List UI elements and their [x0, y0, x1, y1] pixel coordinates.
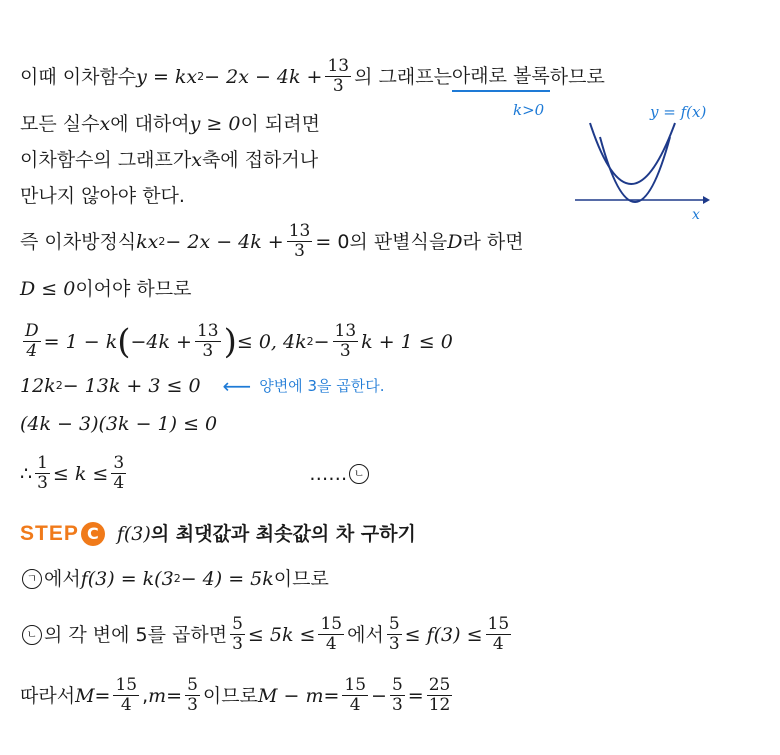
step-label: STEP	[20, 522, 79, 545]
math: (4k − 3)(3k − 1) ≤ 0	[20, 413, 218, 435]
math: M − m	[257, 684, 324, 707]
math: −4k +	[130, 330, 192, 353]
denominator: 3	[37, 473, 48, 493]
fraction	[318, 615, 344, 654]
superscript: 2	[197, 69, 205, 83]
math: −	[371, 684, 387, 707]
text: 에서	[347, 623, 384, 646]
fraction	[287, 222, 313, 261]
line-6	[20, 275, 192, 303]
condition-label: k>0	[513, 101, 545, 119]
math: = 1 − k	[43, 330, 118, 353]
line-11	[20, 565, 329, 593]
left-arrow-icon: ⟵	[222, 374, 252, 398]
fraction	[390, 676, 405, 715]
math: D ≤ 0	[20, 278, 76, 300]
fraction	[185, 676, 200, 715]
denominator: 4	[26, 341, 38, 361]
text: 모든 실수	[20, 113, 100, 135]
line-9	[20, 410, 217, 438]
math: ≤ 5k ≤	[247, 623, 316, 646]
numerator: 15	[320, 614, 343, 634]
numerator: 13	[327, 56, 350, 76]
line-7	[20, 322, 453, 361]
text: 이때 이차함수	[20, 65, 137, 88]
denominator: 4	[325, 634, 337, 654]
math: m	[148, 684, 167, 707]
step-heading	[20, 520, 416, 548]
math: =	[94, 684, 111, 707]
superscript: 2	[158, 234, 166, 248]
math: y ≥ 0	[189, 113, 241, 135]
math: −	[313, 330, 330, 353]
numerator: 1	[37, 453, 48, 473]
therefore-symbol: ∴	[20, 462, 33, 485]
note-text: 양변에 3을 곱한다.	[259, 377, 385, 395]
text: 의 그래프는	[354, 65, 452, 88]
denominator: 4	[349, 695, 361, 715]
text: 만나지 않아야 한다.	[20, 185, 185, 207]
text: = 0의 판별식을	[315, 230, 448, 253]
fraction	[35, 454, 50, 493]
math: − 2x − 4k +	[165, 230, 284, 253]
math: − 2x − 4k +	[204, 65, 323, 88]
math: − 13k + 3 ≤ 0	[62, 375, 201, 397]
math: ≤ k ≤	[52, 462, 109, 485]
open-paren: (	[117, 321, 131, 362]
math: 12k	[20, 375, 56, 397]
math: y = kx	[136, 65, 198, 88]
denominator: 3	[391, 695, 403, 715]
math: x	[191, 149, 202, 171]
math: f(3)	[116, 523, 151, 545]
numerator: 25	[428, 675, 451, 695]
step-letter-badge: C	[81, 522, 105, 546]
numerator: 5	[232, 614, 243, 634]
denominator: 4	[492, 634, 504, 654]
denominator: 3	[294, 241, 305, 261]
text: 이므로	[202, 684, 258, 707]
fraction	[23, 322, 41, 361]
fraction	[325, 57, 351, 96]
text: 의 각 변에 5를 곱하면	[44, 623, 228, 646]
fraction	[111, 454, 126, 493]
fraction	[333, 322, 359, 361]
math: kx	[136, 230, 159, 253]
underlined-text: 아래로 볼록	[452, 62, 550, 92]
denominator: 4	[120, 695, 132, 715]
text: 에 대하여	[110, 113, 190, 135]
math: ≤ f(3) ≤	[404, 623, 483, 646]
function-label: y = f(x)	[650, 103, 707, 121]
superscript: 2	[173, 572, 181, 585]
numerator: 13	[288, 221, 311, 241]
numerator: 15	[487, 614, 510, 634]
line-10	[20, 454, 371, 493]
line-4	[20, 182, 185, 210]
line-5	[20, 222, 524, 261]
fraction	[387, 615, 402, 654]
denominator: 3	[187, 695, 198, 715]
math: f(3) = k(3	[80, 568, 174, 590]
fraction	[427, 676, 453, 715]
math: − 4) = 5k	[180, 568, 274, 590]
math: =	[323, 684, 340, 707]
circled-mark: ㄴ	[349, 464, 369, 484]
text: 이 되려면	[240, 113, 320, 135]
line-2	[20, 110, 320, 138]
superscript: 2	[55, 379, 63, 392]
fraction	[195, 322, 221, 361]
line-1	[20, 57, 605, 96]
numerator: 15	[344, 675, 367, 695]
numerator: 13	[196, 321, 219, 341]
fraction	[342, 676, 368, 715]
circled-mark: ㄴ	[22, 625, 42, 645]
numerator: D	[25, 321, 39, 341]
numerator: 5	[187, 675, 198, 695]
math: D	[447, 230, 463, 253]
upper-parabola	[590, 123, 675, 184]
denominator: 12	[428, 695, 451, 715]
close-paren: )	[223, 321, 237, 362]
step-title: 의 최댓값과 최솟값의 차 구하기	[150, 523, 416, 545]
line-8	[20, 372, 384, 400]
x-axis-label: x	[692, 207, 700, 223]
fraction	[230, 615, 245, 654]
math: x	[99, 113, 111, 135]
denominator: 3	[232, 634, 243, 654]
parabola-graph	[505, 95, 720, 225]
numerator: 13	[334, 321, 357, 341]
text: 축에 접하거나	[201, 149, 319, 171]
numerator: 5	[388, 614, 400, 634]
text: 따라서	[20, 684, 76, 707]
text: 이어야 하므로	[75, 278, 192, 300]
math: =	[407, 684, 424, 707]
x-axis-arrow	[703, 196, 710, 204]
math: M	[75, 684, 95, 707]
circled-mark: ㄱ	[22, 569, 42, 589]
numerator: 5	[391, 675, 403, 695]
dots: ……	[309, 462, 348, 485]
numerator: 15	[115, 675, 138, 695]
fraction	[486, 615, 512, 654]
line-3	[20, 146, 318, 174]
tangent-parabola	[600, 137, 670, 202]
denominator: 3	[388, 634, 400, 654]
math: =	[166, 684, 183, 707]
denominator: 3	[332, 76, 344, 96]
text: ,	[142, 684, 149, 707]
text: 즉 이차방정식	[20, 230, 137, 253]
fraction	[113, 676, 139, 715]
text: 라 하면	[462, 230, 524, 253]
denominator: 4	[113, 473, 125, 493]
numerator: 3	[113, 453, 125, 473]
line-13	[20, 676, 455, 715]
denominator: 3	[339, 341, 351, 361]
text: 이차함수의 그래프가	[20, 149, 192, 171]
text: 이므로	[273, 568, 329, 590]
math: ≤ 0, 4k	[236, 330, 307, 353]
text: 에서	[44, 568, 81, 590]
denominator: 3	[202, 341, 214, 361]
superscript: 2	[306, 334, 314, 348]
math: k + 1 ≤ 0	[361, 330, 453, 353]
line-12	[20, 615, 514, 654]
text: 하므로	[549, 65, 605, 88]
